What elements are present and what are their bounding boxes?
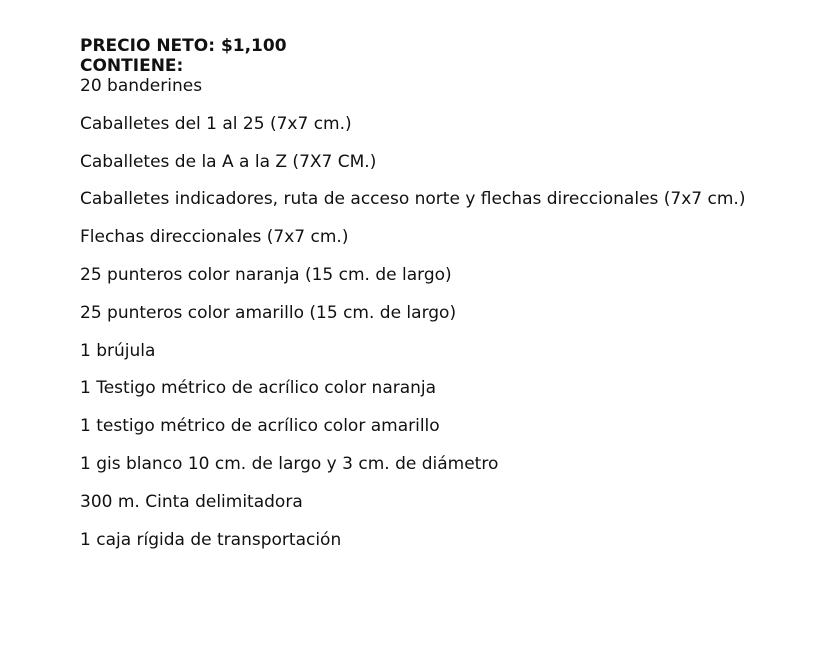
- contents-item: 1 caja rígida de transportación: [80, 529, 342, 550]
- contents-item: Caballetes de la A a la Z (7X7 CM.): [80, 151, 377, 172]
- contents-item: 300 m. Cinta delimitadora: [80, 491, 303, 512]
- contents-item: 1 gis blanco 10 cm. de largo y 3 cm. de diámetro: [80, 453, 499, 474]
- net-price-heading: PRECIO NETO: $1,100: [80, 36, 287, 56]
- product-contents-document: [80, 36, 800, 550]
- contents-item: Caballetes del 1 al 25 (7x7 cm.): [80, 113, 352, 134]
- contents-item: Flechas direccionales (7x7 cm.): [80, 227, 349, 248]
- contents-item: 1 Testigo métrico de acrílico color naranja: [80, 378, 437, 399]
- contents-item: 25 punteros color naranja (15 cm. de largo): [80, 264, 452, 285]
- contents-list: [80, 114, 800, 550]
- contents-item: 1 testigo métrico de acrílico color amarillo: [80, 416, 440, 437]
- contents-label: CONTIENE:: [80, 56, 184, 76]
- contents-item: Caballetes indicadores, ruta de acceso norte y flechas direccionales (7x7 cm.): [80, 189, 746, 210]
- contents-item: 20 banderines: [80, 76, 203, 96]
- contents-item: 1 brújula: [80, 340, 156, 361]
- contents-item: 25 punteros color amarillo (15 cm. de largo): [80, 302, 457, 323]
